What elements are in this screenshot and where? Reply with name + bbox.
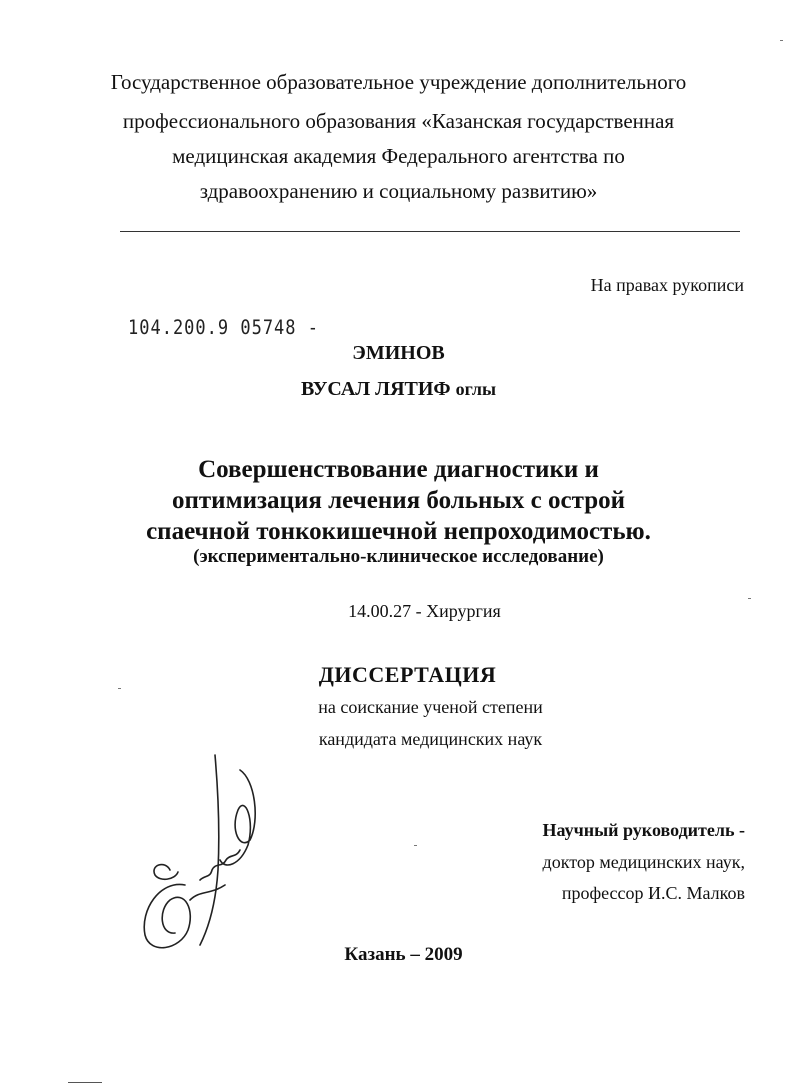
- archive-number: 104.200.9 05748 -: [128, 316, 319, 340]
- supervisor-degree: доктор медицинских наук,: [542, 852, 745, 872]
- place-year: Казань – 2009: [344, 944, 463, 965]
- scan-edge-mark: [68, 1082, 102, 1083]
- signature-stroke-3: [154, 865, 178, 880]
- degree-line-1: на соискание ученой степени: [318, 697, 543, 717]
- author-given-names: [0, 378, 797, 401]
- degree-line-2: кандидата медицинских наук: [318, 729, 543, 749]
- supervisor-name: профессор И.С. Малков: [561, 883, 745, 903]
- scan-speck: [118, 688, 121, 689]
- institution-line-2: профессионального образования «Казанская государственная: [122, 109, 675, 133]
- title-subtitle: (экспериментально-клиническое исследование): [193, 546, 604, 567]
- scan-speck: [780, 40, 783, 41]
- author-surname: ЭМИНОВ: [352, 342, 445, 364]
- title-line-1: Совершенствование диагностики и: [198, 456, 599, 483]
- title-line-2: оптимизация лечения больных с острой: [171, 487, 626, 514]
- document-type: ДИССЕРТАЦИЯ: [318, 662, 497, 687]
- signature-stroke-4: [144, 884, 190, 947]
- supervisor-label: Научный руководитель -: [542, 820, 745, 840]
- rights-note: На правах рукописи: [590, 275, 744, 295]
- handwritten-signature: [130, 750, 280, 960]
- institution-line-3: медицинская академия Федерального агентства по: [172, 144, 625, 168]
- scan-speck: [748, 598, 751, 599]
- author-patronymic-suffix: оглы: [455, 379, 497, 399]
- title-line-3: спаечной тонкокишечной непроходимостью.: [146, 518, 651, 545]
- author-given: ВУСАЛ ЛЯТИФ: [300, 378, 451, 400]
- header-divider: [120, 231, 740, 232]
- signature-stroke-2: [220, 770, 255, 865]
- signature-stroke-5: [200, 850, 240, 880]
- institution-line-4: здравоохранению и социальному развитию»: [199, 179, 598, 203]
- signature-stroke-6: [190, 885, 225, 900]
- specialty: 14.00.27 - Хирургия: [348, 601, 501, 621]
- scan-speck: [414, 845, 417, 846]
- institution-line-1: Государственное образовательное учреждение дополнительного: [110, 70, 687, 94]
- signature-stroke-1: [200, 755, 219, 945]
